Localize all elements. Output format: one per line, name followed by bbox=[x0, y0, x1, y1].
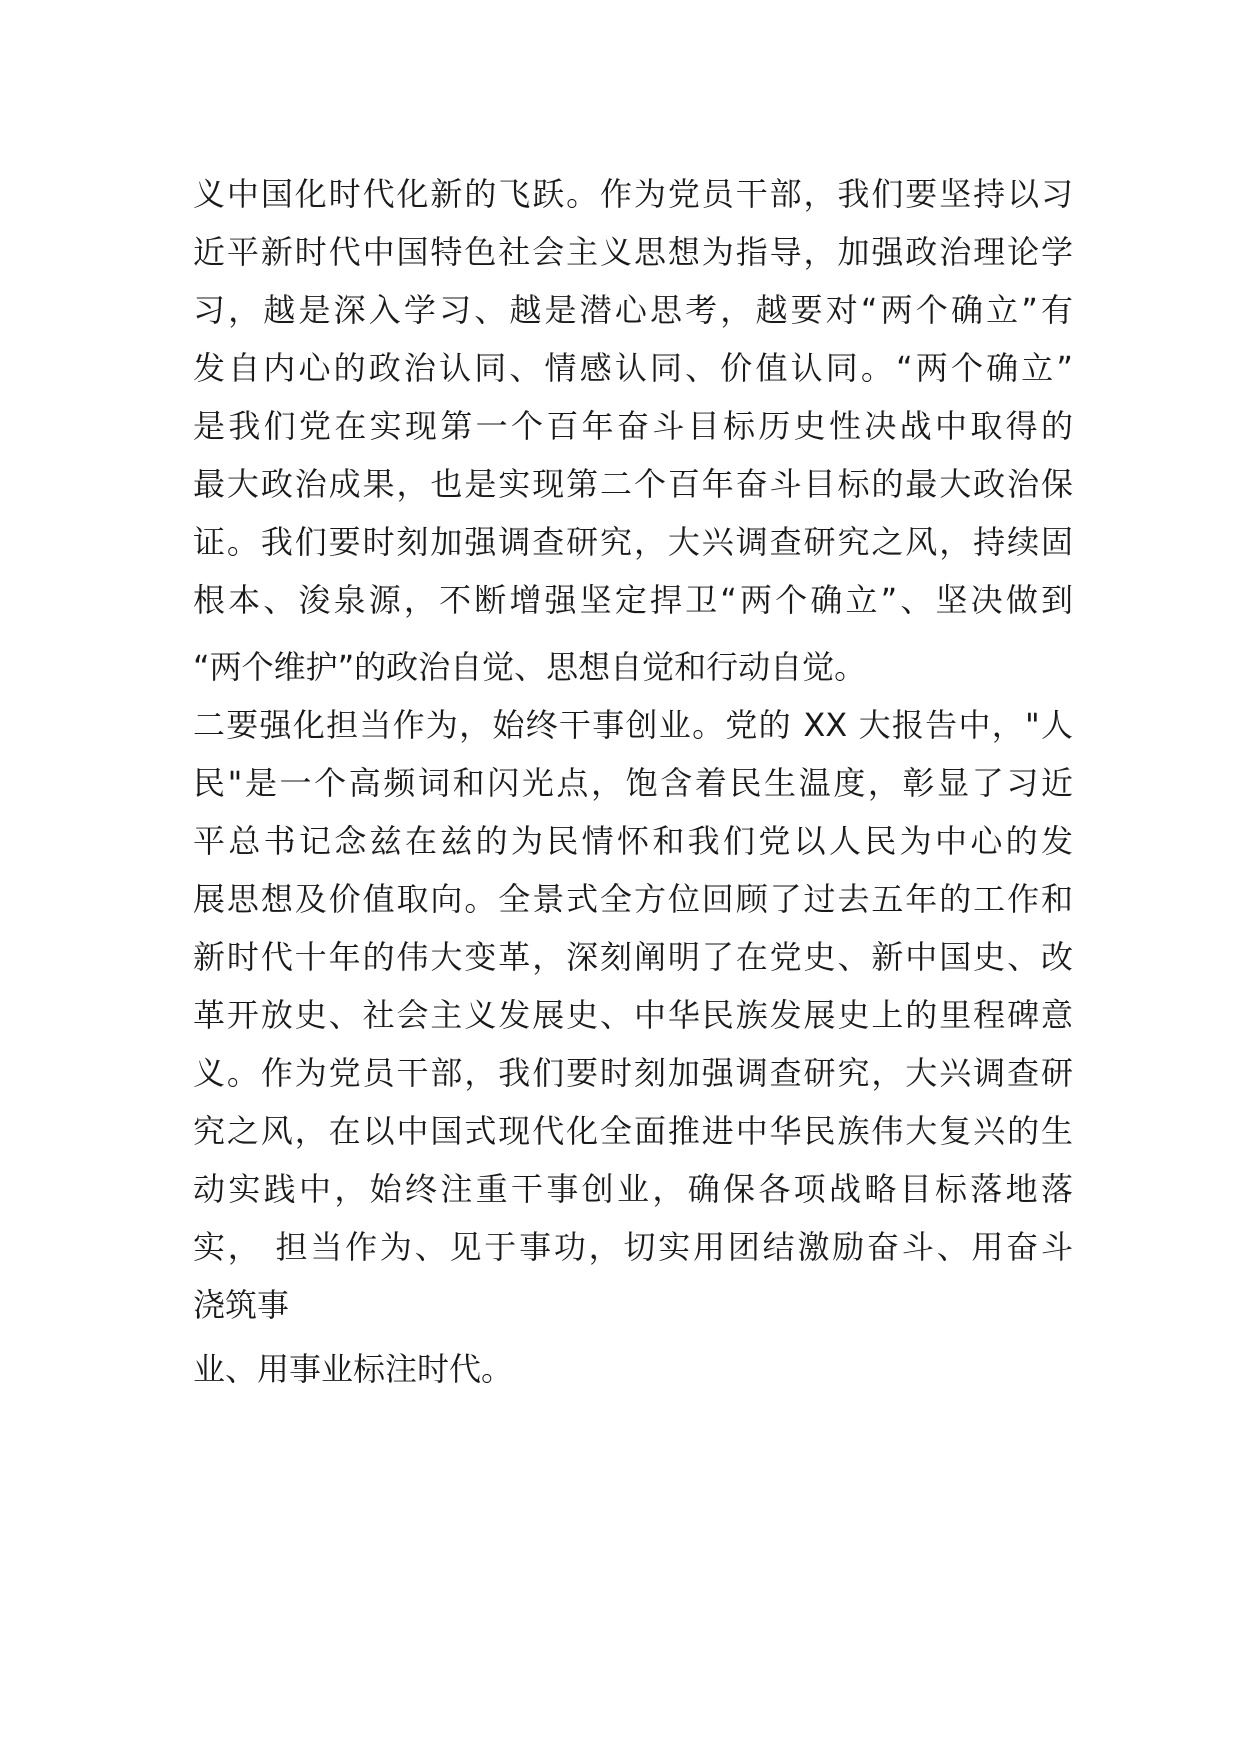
text-line: 业、用事业标注时代。 bbox=[193, 1350, 514, 1388]
text-line: 根本、浚泉源，不断增强坚定捍卫“两个确立”、坚决做到 bbox=[193, 581, 1073, 619]
text-line: 习，越是深入学习、越是潜心思考，越要对“两个确立”有 bbox=[193, 291, 1073, 329]
text-line: 浇筑事 bbox=[193, 1286, 290, 1324]
text-line: 革开放史、社会主义发展史、中华民族发展史上的里程碑意 bbox=[193, 996, 1073, 1034]
text-line: 动实践中，始终注重干事创业，确保各项战略目标落地落 bbox=[193, 1170, 1073, 1208]
text-line: 民"是一个高频词和闪光点，饱含着民生温度，彰显了习近 bbox=[193, 764, 1073, 802]
text-line: 最大政治成果，也是实现第二个百年奋斗目标的最大政治保 bbox=[193, 465, 1073, 503]
text-line: 义。作为党员干部，我们要时刻加强调查研究，大兴调查研 bbox=[193, 1054, 1073, 1092]
text-line: 平总书记念兹在兹的为民情怀和我们党以人民为中心的发 bbox=[193, 822, 1073, 860]
text-line: 近平新时代中国特色社会主义思想为指导，加强政治理论学 bbox=[193, 233, 1073, 271]
text-line: 展思想及价值取向。全景式全方位回顾了过去五年的工作和 bbox=[193, 880, 1073, 918]
text-line: 证。我们要时刻加强调查研究，大兴调查研究之风，持续固 bbox=[193, 523, 1073, 561]
text-line: 是我们党在实现第一个百年奋斗目标历史性决战中取得的 bbox=[193, 407, 1073, 445]
text-line: “两个维护”的政治自觉、思想自觉和行动自觉。 bbox=[193, 648, 867, 686]
text-line: 实， 担当作为、见于事功，切实用团结激励奋斗、用奋斗 bbox=[193, 1228, 1073, 1266]
text-line: 发自内心的政治认同、情感认同、价值认同。“两个确立” bbox=[193, 349, 1073, 387]
text-line: 义中国化时代化新的飞跃。作为党员干部，我们要坚持以习 bbox=[193, 175, 1073, 213]
text-line: 究之风，在以中国式现代化全面推进中华民族伟大复兴的生 bbox=[193, 1112, 1073, 1150]
text-line: 新时代十年的伟大变革，深刻阐明了在党史、新中国史、改 bbox=[193, 938, 1073, 976]
text-line: 二要强化担当作为，始终干事创业。党的 XX 大报告中，"人 bbox=[193, 706, 1073, 744]
